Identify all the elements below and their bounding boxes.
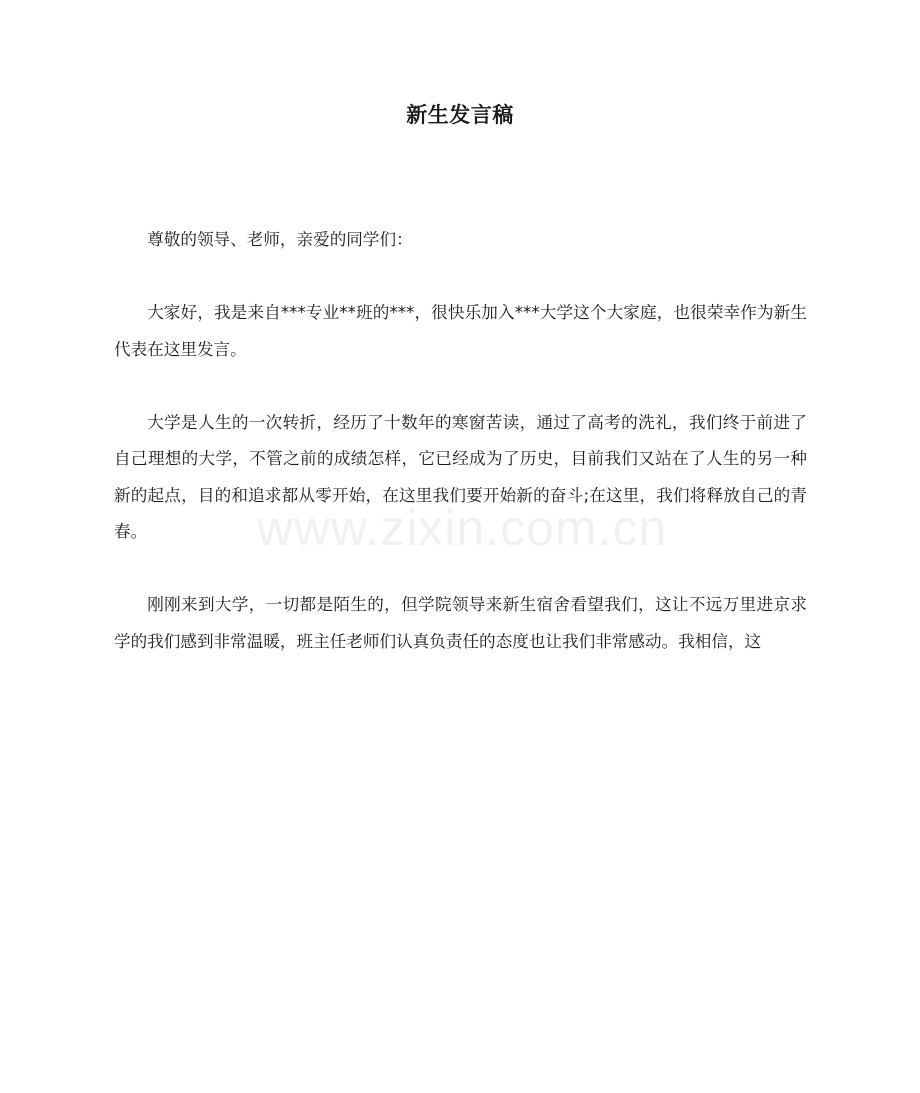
paragraph-first-impressions: 刚刚来到大学，一切都是陌生的，但学院领导来新生宿舍看望我们，这让不远万里进京求学的我们感到非常温暖，班主任老师们认真负责任的态度也让我们非常感动。我相信，这	[114, 595, 807, 651]
watermark: www.zixin.com.cn	[256, 500, 668, 556]
paragraph-introduction: 大家好，我是来自***专业**班的***，很快乐加入***大学这个大家庭，也很荣幸作为新生代表在这里发言。	[114, 303, 807, 359]
paragraph-greeting: 尊敬的领导、老师，亲爱的同学们：	[147, 230, 413, 249]
document-title: 新生发言稿	[406, 103, 514, 127]
paragraph-university-turning-point: 大学是人生的一次转折，经历了十数年的寒窗苦读，通过了高考的洗礼，我们终于前进了自己理想的大学，不管之前的成绩怎样，它已经成为了历史，目前我们又站在了人生的另一种新的起点，目的和追求都从零开始，在这里我们要开始新的奋斗;在这里，我们将释放自己的青春。	[114, 412, 807, 541]
document-body	[114, 222, 807, 697]
